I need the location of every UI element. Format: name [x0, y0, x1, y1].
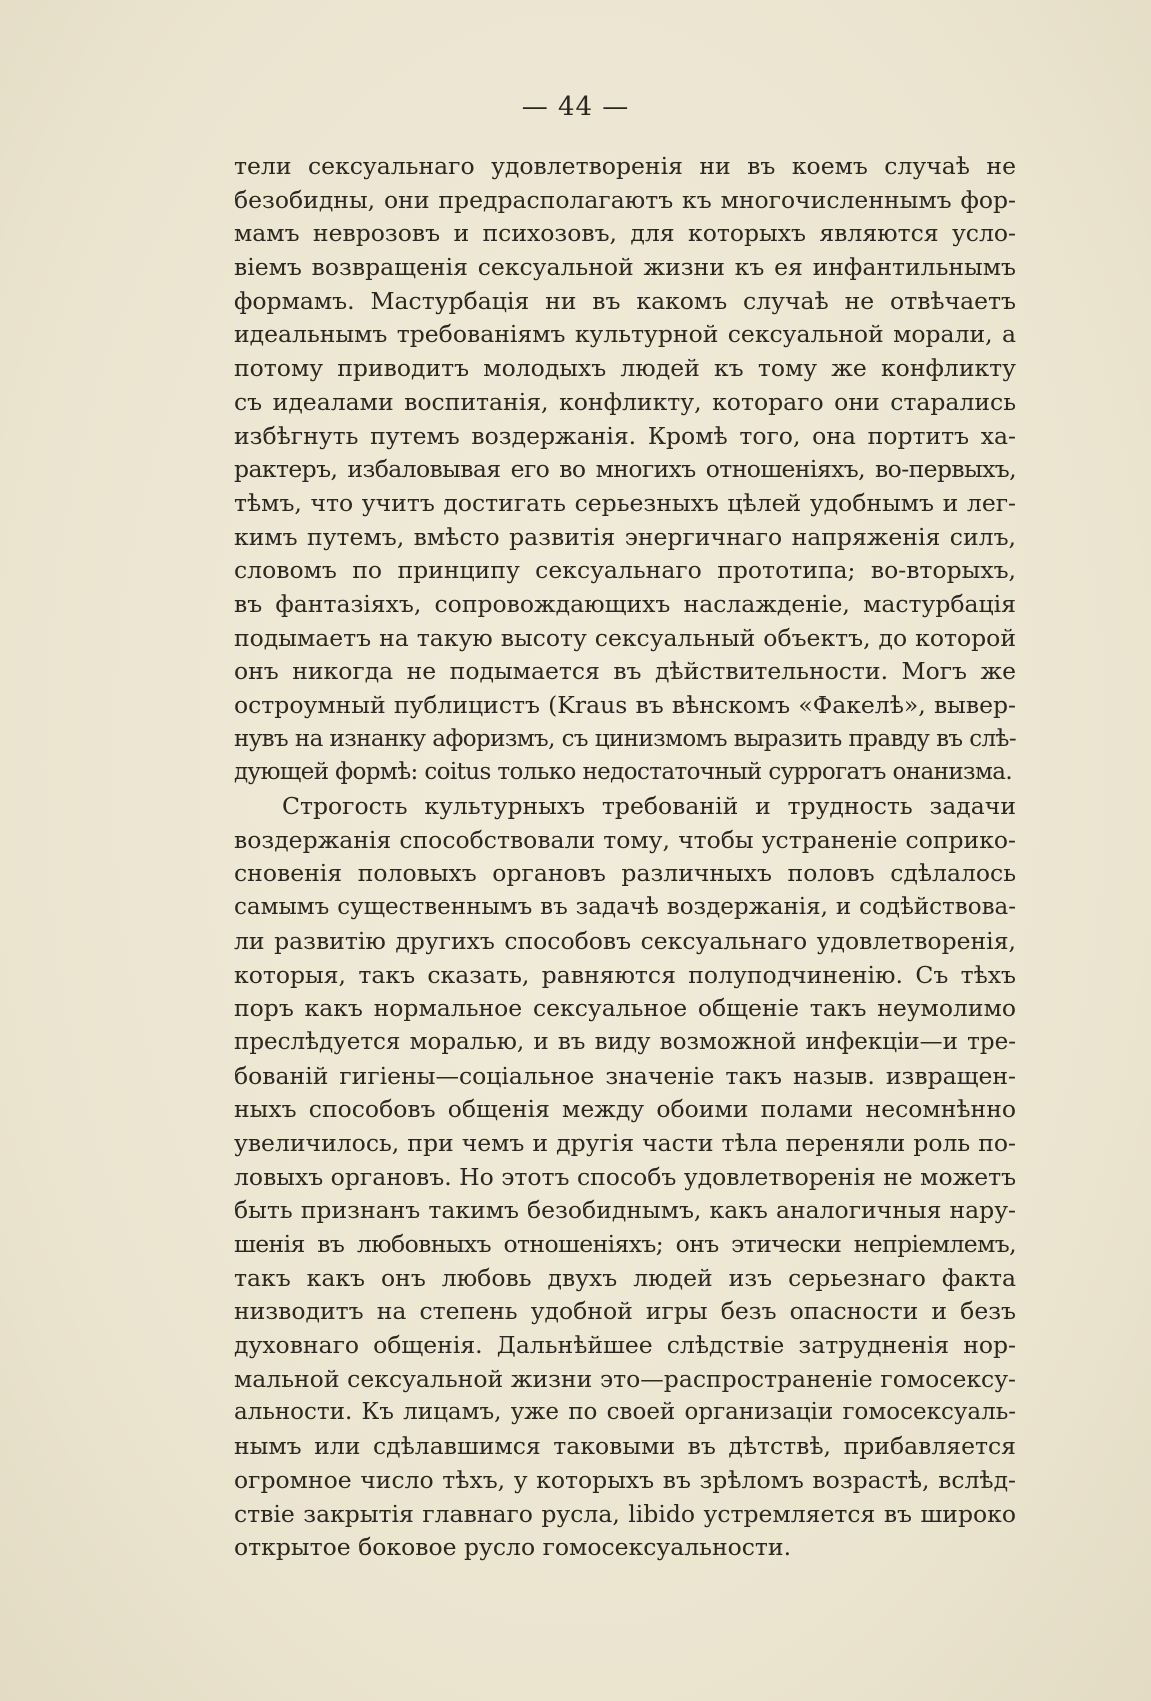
text-line: ли развитію другихъ способовъ сексуальнаго удовлетворенія,: [234, 926, 1016, 955]
text-line: такъ какъ онъ любовь двухъ людей изъ серьезнаго факта: [234, 1263, 1016, 1292]
paragraph-2: [234, 790, 1016, 1565]
text-line: шенія въ любовныхъ отношеніяхъ; онъ этически непріемлемъ,: [234, 1230, 1016, 1258]
text-line: подымаетъ на такую высоту сексуальный объектъ, до которой: [234, 623, 1016, 652]
text-line: потому приводитъ молодыхъ людей къ тому же конфликту: [234, 354, 1016, 383]
text-line: сновенія половыхъ органовъ различныхъ половъ сдѣлалось: [234, 859, 1016, 888]
text-line: воздержанія способствовали тому, чтобы устраненіе соприко-: [234, 825, 1016, 854]
text-line: самымъ существеннымъ въ задачѣ воздержанія, и содѣйствова-: [234, 894, 1016, 921]
text-line: мамъ неврозовъ и психозовъ, для которыхъ являются усло-: [234, 219, 1016, 248]
text-line: безобидны, они предрасполагаютъ къ многочисленнымъ фор-: [234, 185, 1016, 214]
text-line: Строгость культурныхъ требованій и трудность задачи: [282, 792, 1016, 821]
text-line: съ идеалами воспитанія, конфликту, котораго они старались: [234, 387, 1016, 416]
text-line: быть признанъ такимъ безобиднымъ, какъ аналогичныя нару-: [234, 1196, 1016, 1225]
text-line: избѣгнуть путемъ воздержанія. Кромѣ того, она портитъ ха-: [234, 421, 1016, 450]
text-line: которыя, такъ сказать, равняются полуподчиненію. Съ тѣхъ: [234, 960, 1016, 989]
text-line: духовнаго общенія. Дальнѣйшее слѣдствіе затрудненія нор-: [234, 1331, 1016, 1360]
text-line: тѣмъ, что учитъ достигать серьезныхъ цѣлей удобнымъ и лег-: [234, 488, 1016, 517]
text-line: нувъ на изнанку афоризмъ, съ цинизмомъ выразить правду въ слѣ-: [234, 725, 1016, 752]
text-line: рактеръ, избаловывая его во многихъ отношеніяхъ, во-первыхъ,: [234, 455, 1016, 484]
text-line: тели сексуальнаго удовлетворенія ни въ коемъ случаѣ не: [234, 152, 1016, 180]
text-line: ствіе закрытія главнаго русла, libido устремляется въ широко: [234, 1499, 1016, 1528]
text-line: ловыхъ органовъ. Но этотъ способъ удовлетворенія не можетъ: [234, 1162, 1016, 1191]
text-line: альности. Къ лицамъ, уже по своей организаціи гомосексуаль-: [234, 1399, 1016, 1426]
text-line: онъ никогда не подымается въ дѣйствительности. Могъ же: [234, 657, 1016, 686]
text-line: мальной сексуальной жизни это—распространеніе гомосексу-: [234, 1364, 1016, 1393]
text-line: остроумный публицистъ (Kraus въ вѣнскомъ «Факелѣ», вывер-: [234, 691, 1016, 719]
text-line: низводитъ на степень удобной игры безъ опасности и безъ: [234, 1297, 1016, 1326]
text-line: словомъ по принципу сексуальнаго прототипа; во-вторыхъ,: [234, 556, 1016, 585]
text-line: бованій гигіены—соціальное значеніе такъ назыв. извращен-: [234, 1061, 1016, 1090]
text-line: преслѣдуется моралью, и въ виду возможной инфекціи—и тре-: [234, 1028, 1016, 1055]
text-line: кимъ путемъ, вмѣсто развитія энергичнаго напряженія силъ,: [234, 522, 1016, 551]
text-line: идеальнымъ требованіямъ культурной сексуальной морали, а: [234, 320, 1016, 349]
paragraph-1: [234, 150, 1016, 790]
text-line: ныхъ способовъ общенія между обоими полами несомнѣнно: [234, 1095, 1016, 1124]
page-number: — 44 —: [521, 92, 630, 122]
text-line: въ фантазіяхъ, сопровождающихъ наслажденіе, мастурбація: [234, 589, 1016, 618]
text-line: поръ какъ нормальное сексуальное общеніе такъ неумолимо: [234, 994, 1016, 1023]
body-text: [234, 150, 1016, 1565]
text-line: огромное число тѣхъ, у которыхъ въ зрѣломъ возрастѣ, вслѣд-: [234, 1465, 1016, 1494]
text-line: віемъ возвращенія сексуальной жизни къ ея инфантильнымъ: [234, 253, 1016, 282]
text-line: дующей формѣ: coitus только недостаточный суррогатъ онанизма.: [234, 759, 1013, 786]
text-line: нымъ или сдѣлавшимся таковыми въ дѣтствѣ, прибавляется: [234, 1432, 1016, 1461]
text-line: открытое боковое русло гомосексуальности.: [234, 1533, 792, 1562]
text-line: формамъ. Мастурбація ни въ какомъ случаѣ не отвѣчаетъ: [234, 286, 1016, 315]
text-line: увеличилось, при чемъ и другія части тѣла переняли роль по-: [234, 1128, 1016, 1157]
